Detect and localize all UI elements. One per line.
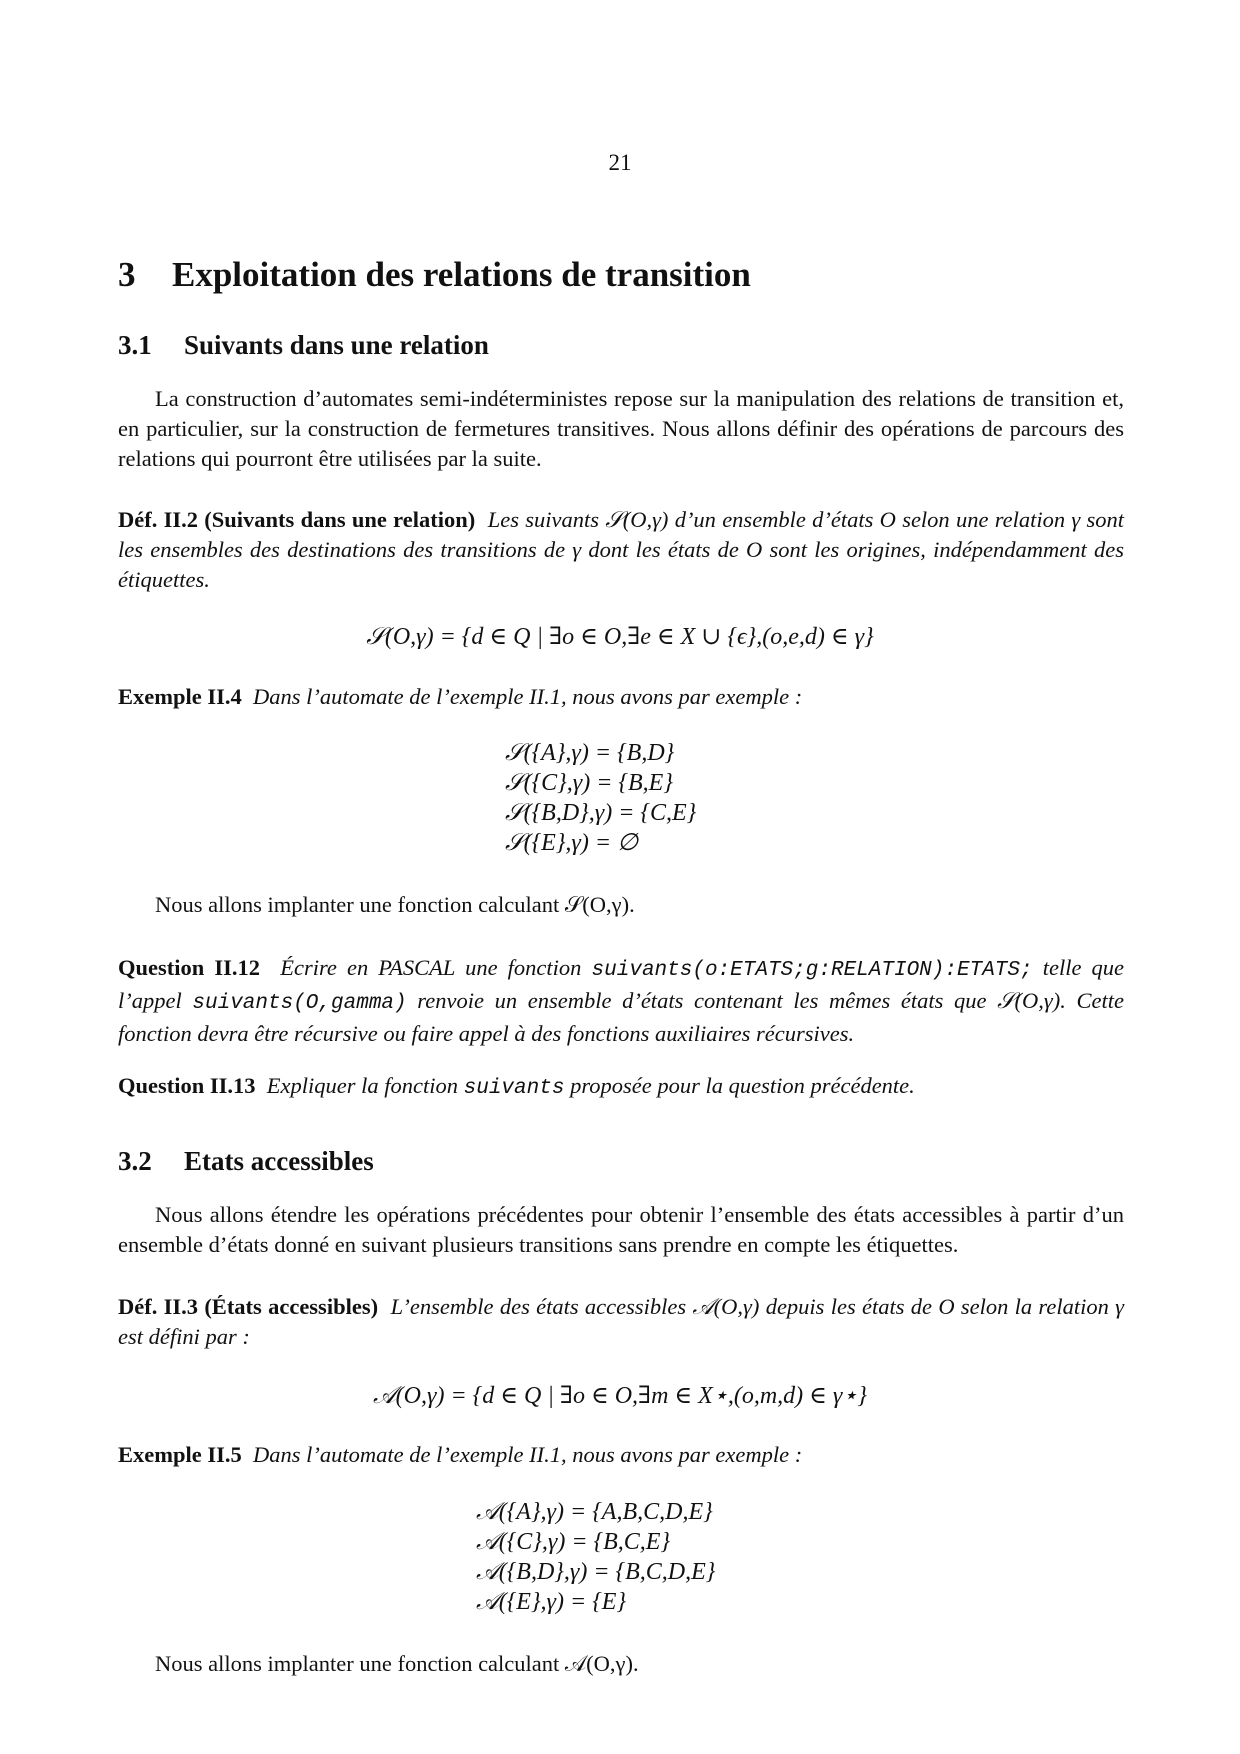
- equation-line: 𝒜({A},γ) = {A,B,C,D,E}: [476, 1499, 713, 1525]
- example-label: Exemple II.4: [118, 684, 242, 709]
- example-ii-4: [118, 682, 1124, 712]
- equation-line: 𝒮({C},γ) = {B,E}: [505, 770, 673, 796]
- question-text: Écrire en PASCAL une fonction: [280, 955, 582, 980]
- subsection-heading-3-1: [118, 330, 489, 361]
- code-snippet: suivants(O,gamma): [192, 992, 407, 1015]
- subsection-title: Suivants dans une relation: [184, 330, 489, 360]
- example-label: Exemple II.5: [118, 1442, 242, 1467]
- example-ii-5: [118, 1440, 1124, 1470]
- implant-a-paragraph: Nous allons implanter une fonction calculant 𝒜(O,γ).: [155, 1651, 639, 1676]
- example-body: Dans l’automate de l’exemple II.1, nous avons par exemple :: [253, 1442, 803, 1467]
- section-heading: [118, 255, 751, 295]
- definition-body: Les suivants 𝒮(O,γ) d’un ensemble d’états O selon une relation γ sont les ensembles des destinations des transitions de γ dont les états de O sont les origines, indépendamment des étiquettes.: [118, 507, 1125, 592]
- question-text: proposée pour la question précédente.: [570, 1073, 915, 1098]
- question-label: Question II.13: [118, 1073, 256, 1098]
- code-snippet: suivants(o:ETATS;g:RELATION):ETATS;: [591, 959, 1033, 982]
- question-text: telle que l’appel: [118, 955, 1125, 1013]
- subsection-number: 3.1: [118, 330, 152, 360]
- intro-paragraph: La construction d’automates semi-indéterministes repose sur la manipulation des relations de transition et, en particulier, sur la construction de fermetures transitives. Nous allons définir des opérations de parcours des relations qui pourront être utilisées par la suite.: [118, 386, 1124, 471]
- equation-suivants: 𝒮(O,γ) = {d ∈ Q | ∃o ∈ O,∃e ∈ X ∪ {ϵ},(o,e,d) ∈ γ}: [366, 624, 874, 650]
- question-text: renvoie un ensemble d’états contenant les mêmes états que 𝒮(O,γ). Cette fonction devra être récursive ou faire appel à des fonctions auxiliaires récursives.: [118, 988, 1125, 1046]
- question-ii-12: [118, 953, 1124, 1049]
- equation-line: 𝒮({E},γ) = ∅: [505, 830, 638, 856]
- accessible-paragraph: Nous allons étendre les opérations précédentes pour obtenir l’ensemble des états accessibles à partir d’un ensemble d’états donné en suivant plusieurs transitions sans prendre en compte les étiquettes.: [118, 1202, 1124, 1257]
- definition-ii-3: [118, 1292, 1124, 1352]
- subsection-title: Etats accessibles: [184, 1146, 374, 1176]
- equation-line: 𝒜({B,D},γ) = {B,C,D,E}: [476, 1559, 716, 1585]
- page-number: 21: [608, 150, 632, 175]
- equation-line: 𝒮({B,D},γ) = {C,E}: [505, 800, 697, 826]
- question-ii-13: [118, 1071, 1124, 1104]
- equation-accessibles: 𝒜(O,γ) = {d ∈ Q | ∃o ∈ O,∃m ∈ X⋆,(o,m,d) ∈ γ⋆}: [372, 1383, 868, 1409]
- example-ii-4-equations: [505, 738, 696, 858]
- definition-body: L’ensemble des états accessibles 𝒜(O,γ) depuis les états de O selon la relation γ est défini par :: [118, 1294, 1124, 1349]
- equation-line: 𝒜({C},γ) = {B,C,E}: [476, 1529, 671, 1555]
- definition-ii-2: [118, 505, 1124, 595]
- equation-line: 𝒮({A},γ) = {B,D}: [505, 740, 675, 766]
- subsection-number: 3.2: [118, 1146, 152, 1176]
- code-snippet: suivants: [463, 1077, 565, 1100]
- equation-line: 𝒜({E},γ) = {E}: [476, 1589, 627, 1615]
- definition-label: Déf. II.3 (États accessibles): [118, 1294, 379, 1319]
- question-text: Expliquer la fonction: [266, 1073, 458, 1098]
- implant-s-paragraph: Nous allons implanter une fonction calculant 𝒮(O,γ).: [155, 892, 635, 917]
- subsection-heading-3-2: [118, 1146, 374, 1177]
- example-body: Dans l’automate de l’exemple II.1, nous avons par exemple :: [253, 684, 803, 709]
- section-title: Exploitation des relations de transition: [172, 255, 751, 294]
- section-number: 3: [118, 255, 136, 294]
- question-label: Question II.12: [118, 955, 261, 980]
- example-ii-5-equations: [476, 1497, 715, 1617]
- definition-label: Déf. II.2 (Suivants dans une relation): [118, 507, 476, 532]
